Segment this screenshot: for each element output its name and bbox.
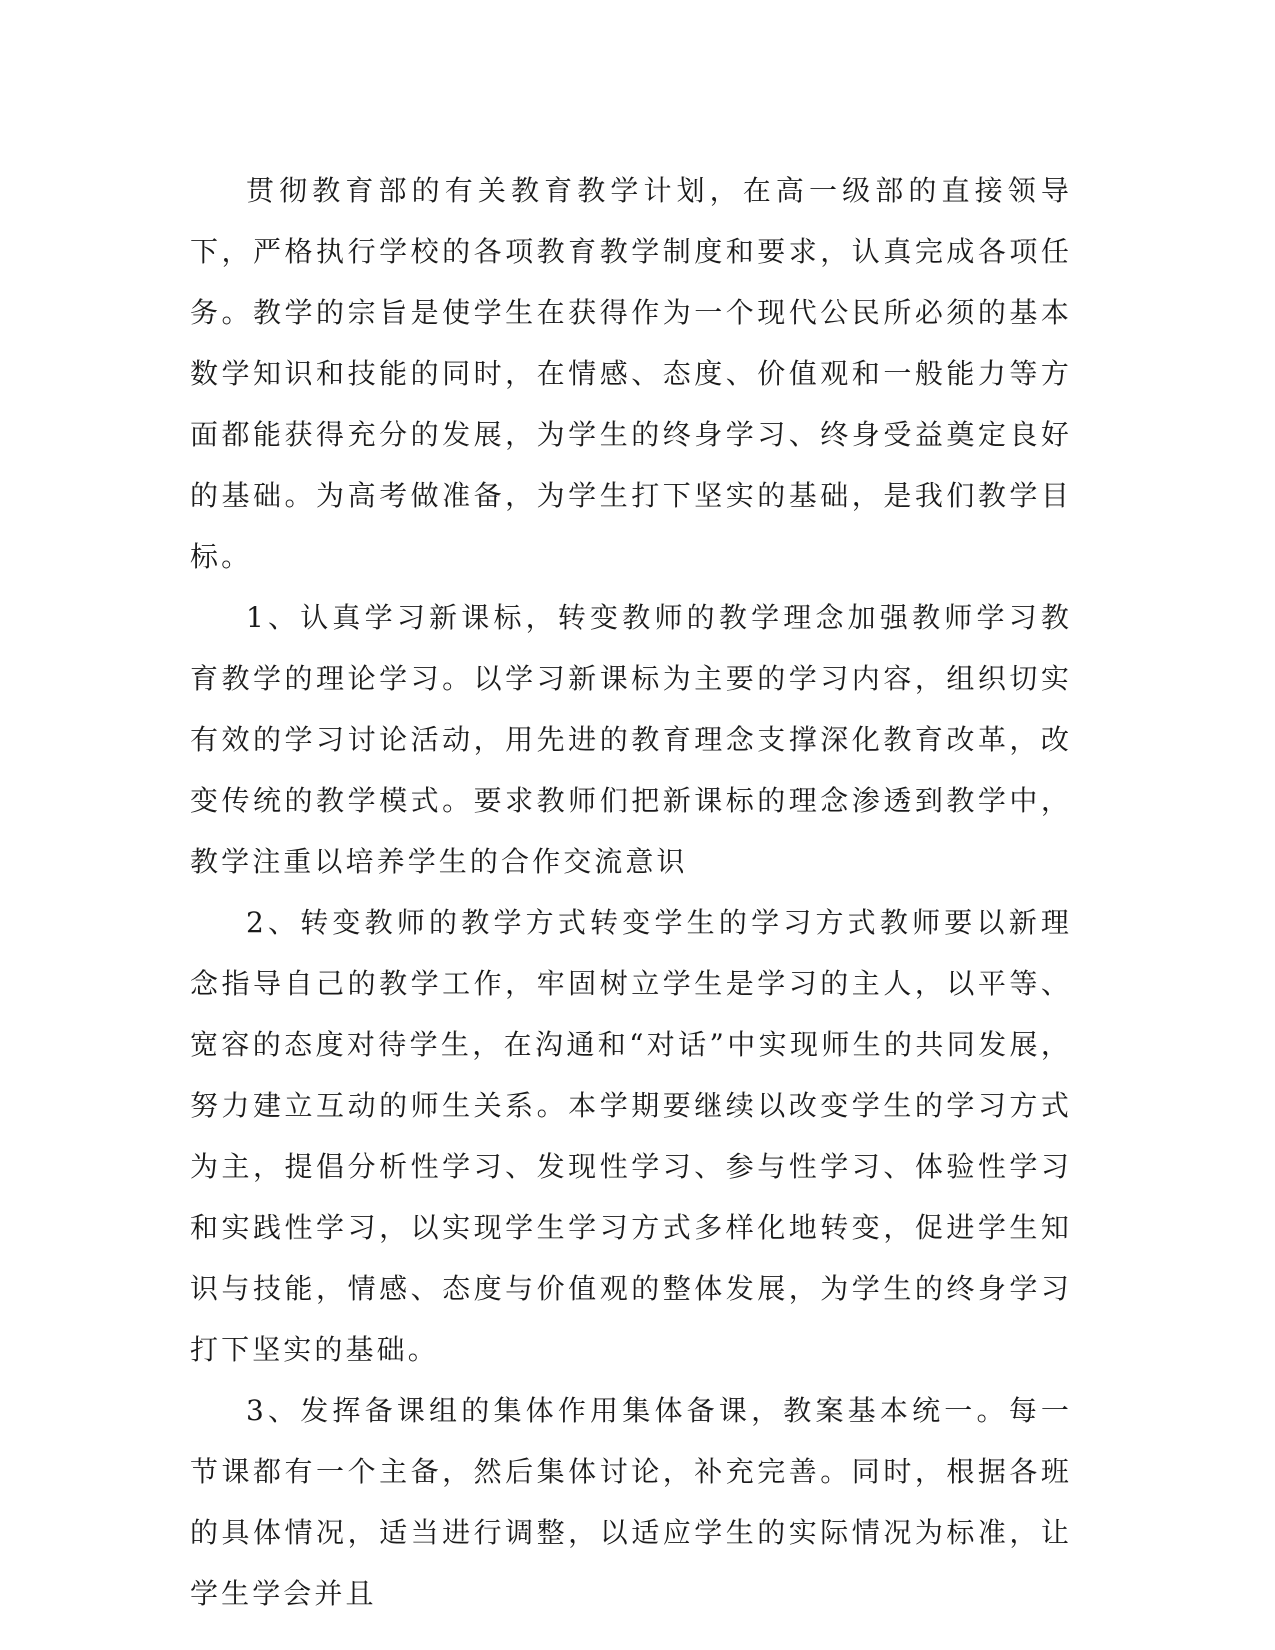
document-page	[190, 160, 1072, 1624]
paragraph-item-1: 1、认真学习新课标，转变教师的教学理念加强教师学习教育教学的理论学习。以学习新课标为主要的学习内容，组织切实有效的学习讨论活动，用先进的教育理念支撑深化教育改革，改变传统的教学模式。要求教师们把新课标的理念渗透到教学中，教学注重以培养学生的合作交流意识	[190, 601, 1072, 878]
paragraph-item-2: 2、转变教师的教学方式转变学生的学习方式教师要以新理念指导自己的教学工作，牢固树立学生是学习的主人，以平等、宽容的态度对待学生，在沟通和“对话”中实现师生的共同发展，努力建立互动的师生关系。本学期要继续以改变学生的学习方式为主，提倡分析性学习、发现性学习、参与性学习、体验性学习和实践性学习，以实现学生学习方式多样化地转变，促进学生知识与技能，情感、态度与价值观的整体发展，为学生的终身学习打下坚实的基础。	[190, 906, 1072, 1366]
paragraph-intro: 贯彻教育部的有关教育教学计划，在高一级部的直接领导下，严格执行学校的各项教育教学制度和要求，认真完成各项任务。教学的宗旨是使学生在获得作为一个现代公民所必须的基本数学知识和技能的同时，在情感、态度、价值观和一般能力等方面都能获得充分的发展，为学生的终身学习、终身受益奠定良好的基础。为高考做准备，为学生打下坚实的基础，是我们教学目标。	[190, 174, 1072, 573]
paragraph-item-3: 3、发挥备课组的集体作用集体备课，教案基本统一。每一节课都有一个主备，然后集体讨论，补充完善。同时，根据各班的具体情况，适当进行调整，以适应学生的实际情况为标准，让学生学会并且	[190, 1394, 1072, 1610]
